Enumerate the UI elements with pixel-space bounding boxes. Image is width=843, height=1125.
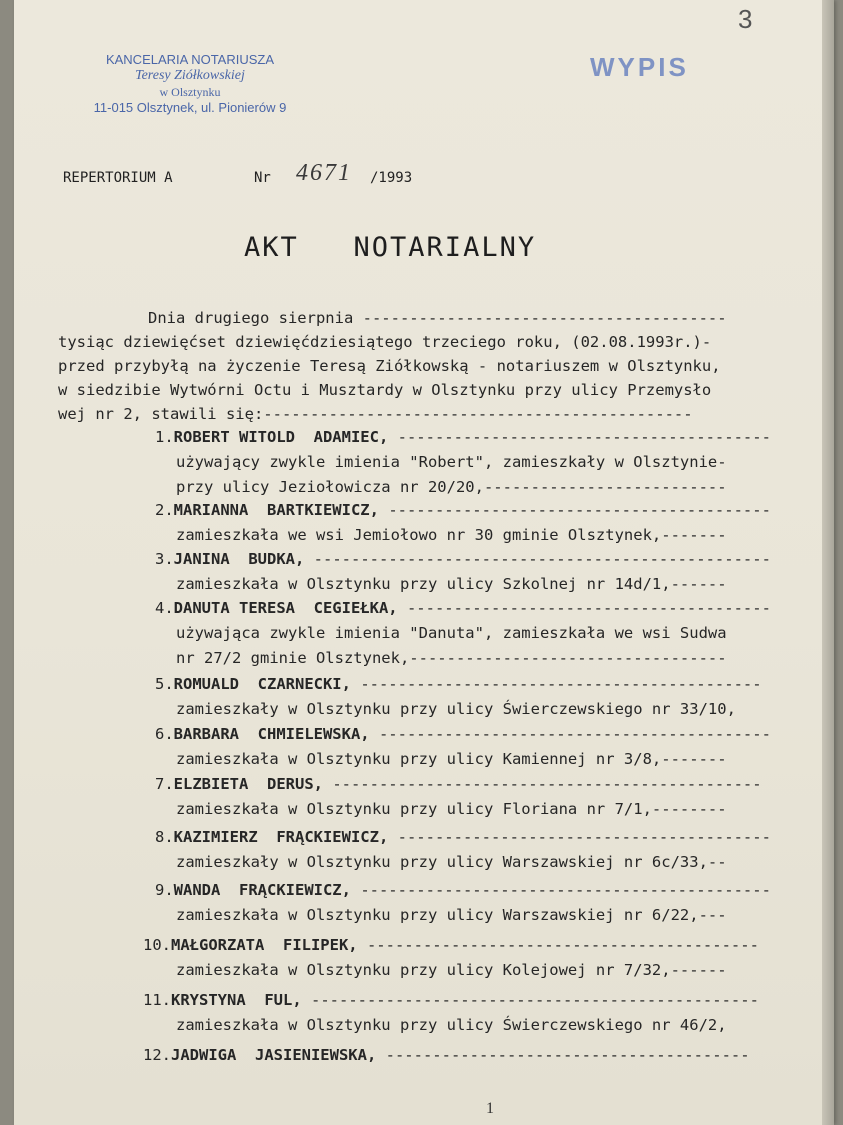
repertorium-label: REPERTORIUM A	[63, 170, 173, 186]
person-detail-line: zamieszkała w Olsztynku przy ulicy Kolejowej nr 7/32,------	[176, 961, 727, 979]
person-entry	[155, 549, 771, 569]
person-name: KRYSTYNA FUL,	[171, 991, 302, 1009]
person-entry	[143, 935, 759, 955]
person-dashes: ----------------------------------------	[388, 828, 771, 846]
stamp-line-2: Teresy Ziółkowskiej	[135, 68, 245, 83]
person-entry	[155, 674, 762, 694]
person-name: MAŁGORZATA FILIPEK,	[171, 936, 358, 954]
page-edge	[822, 0, 834, 1125]
person-name: MARIANNA BARTKIEWICZ,	[173, 501, 379, 519]
person-number: 8.	[155, 828, 174, 846]
person-dashes: -------------------------------------------	[350, 675, 762, 693]
person-entry	[155, 880, 771, 900]
person-number: 3.	[155, 550, 174, 568]
stamp-line-1: KANCELARIA NOTARIUSZA	[105, 52, 275, 67]
person-number: 9.	[155, 881, 174, 899]
person-number: 7.	[155, 775, 174, 793]
person-detail-line: zamieszkała w Olsztynku przy ulicy Świerczewskiego nr 46/2,	[176, 1016, 727, 1034]
person-entry	[143, 1045, 750, 1065]
person-entry	[155, 500, 771, 520]
person-detail-line: zamieszkała w Olsztynku przy ulicy Floriana nr 7/1,--------	[176, 800, 727, 818]
stamp-line-4: 11-015 Olsztynek, ul. Pionierów 9	[93, 100, 287, 115]
person-number: 1.	[155, 428, 174, 446]
person-name: ROBERT WITOLD ADAMIEC,	[173, 428, 389, 446]
person-dashes: ----------------------------------------	[388, 428, 771, 446]
person-name: ROMUALD CZARNECKI,	[173, 675, 351, 693]
person-name: BARBARA CHMIELEWSKA,	[173, 725, 370, 743]
person-detail-line: używający zwykle imienia "Robert", zamieszkały w Olsztynie-	[176, 453, 727, 471]
stamp-line-3: w Olsztynku	[159, 85, 221, 99]
person-dashes: ----------------------------------------------	[322, 775, 762, 793]
person-entry	[155, 427, 771, 447]
person-number: 10.	[143, 936, 171, 954]
person-detail-line: zamieszkała w Olsztynku przy ulicy Szkolnej nr 14d/1,------	[176, 575, 727, 593]
person-dashes: ---------------------------------------	[397, 599, 771, 617]
wypis-stamp: WYPIS	[590, 52, 689, 82]
person-detail-line: nr 27/2 gminie Olsztynek,----------------------------------	[176, 649, 727, 667]
person-detail-line: zamieszkały w Olsztynku przy ulicy Świerczewskiego nr 33/10,	[176, 700, 736, 718]
person-detail-line: przy ulicy Jeziołowicza nr 20/20,--------------------------	[176, 478, 727, 496]
person-detail-line: zamieszkała w Olsztynku przy ulicy Kamiennej nr 3/8,-------	[176, 750, 727, 768]
person-dashes: ------------------------------------------	[369, 725, 771, 743]
person-entry	[143, 990, 759, 1010]
person-name: KAZIMIERZ FRĄCKIEWICZ,	[173, 828, 389, 846]
person-number: 6.	[155, 725, 174, 743]
person-entry	[155, 774, 762, 794]
person-entry	[155, 827, 771, 847]
person-name: JANINA BUDKA,	[173, 550, 305, 568]
intro-line: Dnia drugiego sierpnia ---------------------------------------	[148, 309, 727, 327]
intro-line: wej nr 2, stawili się:----------------------------------------------	[58, 405, 693, 423]
handwritten-page-mark: 3	[738, 4, 753, 34]
intro-line: przed przybyłą na życzenie Teresą Ziółkowską - notariuszem w Olsztynku,	[58, 357, 721, 375]
repertorium-number: 4671	[296, 160, 352, 186]
person-entry	[155, 598, 771, 618]
notary-stamp	[70, 52, 310, 116]
person-dashes: --------------------------------------------	[350, 881, 771, 899]
person-dashes: ------------------------------------------	[357, 936, 759, 954]
person-dashes: -------------------------------------------------	[304, 550, 771, 568]
person-dashes: ---------------------------------------	[376, 1046, 750, 1064]
person-dashes: ------------------------------------------------	[301, 991, 759, 1009]
person-dashes: -----------------------------------------	[378, 501, 771, 519]
person-name: ELZBIETA DERUS,	[173, 775, 323, 793]
person-detail-line: używająca zwykle imienia "Danuta", zamieszkała we wsi Sudwa	[176, 624, 727, 642]
person-detail-line: zamieszkały w Olsztynku przy ulicy Warszawskiej nr 6c/33,--	[176, 853, 727, 871]
person-name: DANUTA TERESA CEGIEŁKA,	[173, 599, 398, 617]
person-detail-line: zamieszkała w Olsztynku przy ulicy Warszawskiej nr 6/22,---	[176, 906, 727, 924]
person-number: 5.	[155, 675, 174, 693]
person-name: WANDA FRĄCKIEWICZ,	[173, 881, 351, 899]
repertorium-year: /1993	[370, 170, 413, 186]
person-number: 11.	[143, 991, 171, 1009]
intro-line: tysiąc dziewięćset dziewięćdziesiątego trzeciego roku, (02.08.1993r.)-	[58, 333, 712, 351]
person-number: 12.	[143, 1046, 171, 1064]
person-entry	[155, 724, 771, 744]
repertorium-nr-label: Nr	[254, 170, 271, 186]
page-number: 1	[486, 1100, 494, 1117]
document-title: AKT NOTARIALNY	[244, 232, 537, 263]
person-name: JADWIGA JASIENIEWSKA,	[171, 1046, 377, 1064]
person-detail-line: zamieszkała we wsi Jemiołowo nr 30 gminie Olsztynek,-------	[176, 526, 727, 544]
person-number: 2.	[155, 501, 174, 519]
intro-line: w siedzibie Wytwórni Octu i Musztardy w Olsztynku przy ulicy Przemysło	[58, 381, 712, 399]
person-number: 4.	[155, 599, 174, 617]
